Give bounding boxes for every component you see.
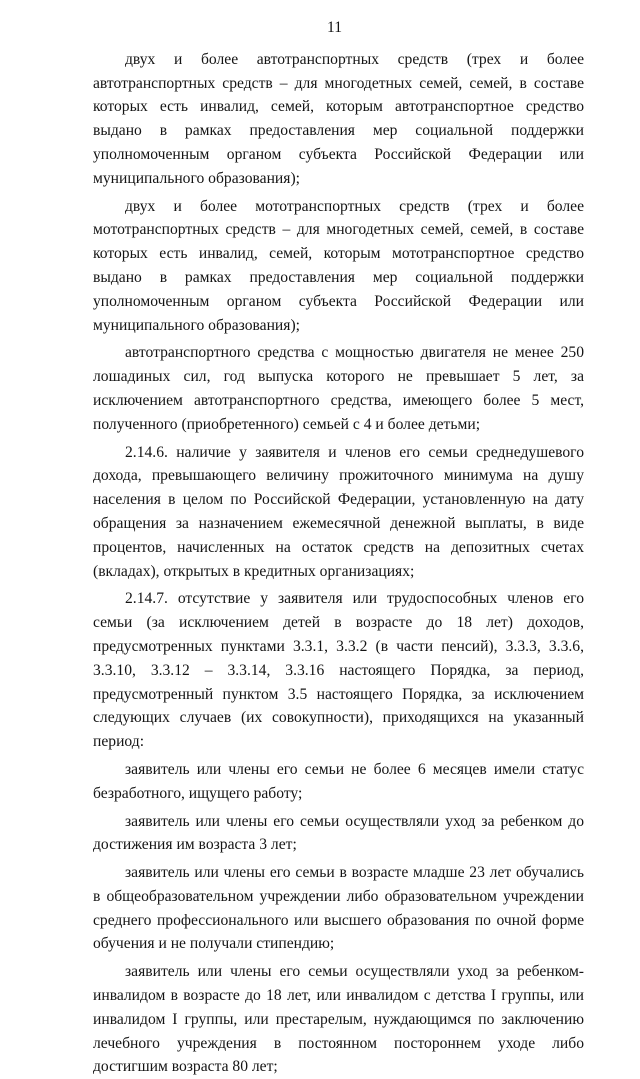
paragraph-2-14-7: 2.14.7. отсутствие у заявителя или трудоспособных членов его семьи (за исключением детей в возрасте до 18 лет) доходов, предусмотренных пунктами 3.3.1, 3.3.2 (в части пенсий), 3.3.3, 3.3.6, 3.3.10, 3.3.12 – 3.3.14, 3.3.16 настоящего Порядка, за период, предусмотренный пунктом 3.5 настоящего Порядка, за исключением следующих случаев (их совокупности), приходящихся на указанный период: xyxy=(93,590,584,751)
paragraph-engine-power: автотранспортного средства с мощностью двигателя не менее 250 лошадиных сил, год выпуска которого не превышает 5 лет, за исключением автотранспортного средства, имеющего более 5 мест, полученного (приобретенного) семьей с 4 и более детьми; xyxy=(93,344,584,433)
paragraph-students: заявитель или члены его семьи в возрасте младше 23 лет обучались в общеобразовательном учреждении либо образовательном учреждении среднего профессионального или высшего образования по очной форме обучения и не получали стипендию; xyxy=(93,864,584,953)
paragraph-motor-vehicles: двух и более автотранспортных средств (трех и более автотранспортных средств – для многодетных семей, семей, в составе которых есть инвалид, семей, которым автотранспортное средство выдано в рамках предоставления мер социальной поддержки уполномоченным органом субъекта Российской Федерации или муниципального образования); xyxy=(93,50,584,187)
paragraph-2-14-6: 2.14.6. наличие у заявителя и членов его семьи среднедушевого дохода, превышающего величину прожиточного минимума на душу населения в целом по Российской Федерации, установленную на дату обращения за назначением ежемесячной денежной выплаты, в виде процентов, начисленных на остаток средств на депозитных счетах (вкладах), открытых в кредитных организациях; xyxy=(93,443,584,580)
paragraph-motorcycles: двух и более мототранспортных средств (трех и более мототранспортных средств – для многодетных семей, семей, в составе которых есть инвалид, семей, которым мототранспортное средство выдано в рамках предоставления мер социальной поддержки уполномоченным органом субъекта Российской Федерации или муниципального образования); xyxy=(93,197,584,334)
page-number: 11 xyxy=(326,19,342,36)
paragraph-unemployed: заявитель или члены его семьи не более 6 месяцев имели статус безработного, ищущего работу; xyxy=(93,760,584,802)
paragraph-childcare: заявитель или члены его семьи осуществляли уход за ребенком до достижения им возраста 3 лет; xyxy=(93,812,584,854)
paragraph-disabled-care: заявитель или члены его семьи осуществляли уход за ребенком-инвалидом в возрасте до 18 лет, или инвалидом с детства I группы, или инвалидом I группы, или престарелым, нуждающимся по заключению лечебного учреждения в постоянном постороннем уходе либо достигшим возраста 80 лет; xyxy=(93,963,584,1076)
